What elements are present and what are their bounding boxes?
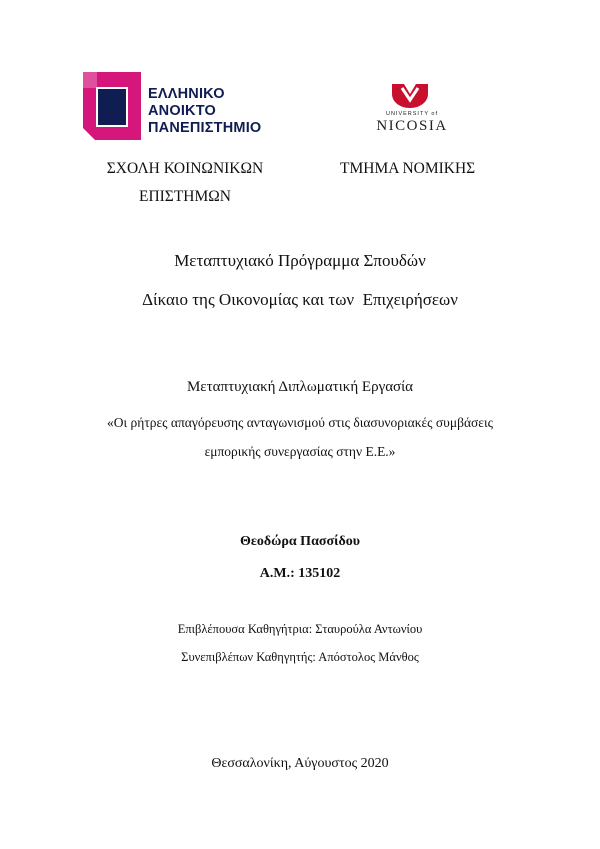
- supervisor: Επιβλέπουσα Καθηγήτρια: Σταυρούλα Αντωνίου: [177, 622, 423, 636]
- hou-line-1: ΕΛΛΗΝΙΚΟ: [148, 86, 225, 102]
- thesis-title-line-1: «Οι ρήτρες απαγόρευσης ανταγωνισμού στις διασυνοριακές συμβάσεις: [107, 415, 493, 430]
- school-name: [105, 155, 265, 211]
- program-subtitle: Δίκαιο της Οικονομίας και των Επιχειρήσεων: [142, 290, 458, 309]
- school-line-2: ΕΠΙΣΤΗΜΩΝ: [138, 188, 231, 205]
- department-name: ΤΜΗΜΑ ΝΟΜΙΚΗΣ: [340, 160, 476, 177]
- thesis-type: Μεταπτυχιακή Διπλωματική Εργασία: [186, 379, 414, 395]
- hou-line-3: ΠΑΝΕΠΙΣΤΗΜΙΟ: [148, 120, 262, 136]
- hou-line-2: ΑΝΟΙΚΤΟ: [148, 103, 216, 119]
- unic-university-of-text: UNIVERSITY of: [385, 111, 439, 117]
- thesis-title-line-2: εμπορικής συνεργασίας στην Ε.Ε.»: [204, 444, 396, 459]
- unic-nicosia-text: NICOSIA: [376, 118, 448, 134]
- school-line-1: ΣΧΟΛΗ ΚΟΙΝΩΝΙΚΩΝ: [106, 160, 264, 177]
- author-name: Θεοδώρα Πασσίδου: [240, 534, 360, 549]
- program-title: Μεταπτυχιακό Πρόγραμμα Σπουδών: [174, 251, 426, 270]
- registration-number: Α.Μ.: 135102: [259, 566, 341, 581]
- hou-logo-text: [148, 86, 261, 137]
- co-supervisor: Συνεπιβλέπων Καθηγητής: Απόστολος Μάνθος: [181, 650, 419, 664]
- place-date: Θεσσαλονίκη, Αύγουστος 2020: [211, 756, 389, 771]
